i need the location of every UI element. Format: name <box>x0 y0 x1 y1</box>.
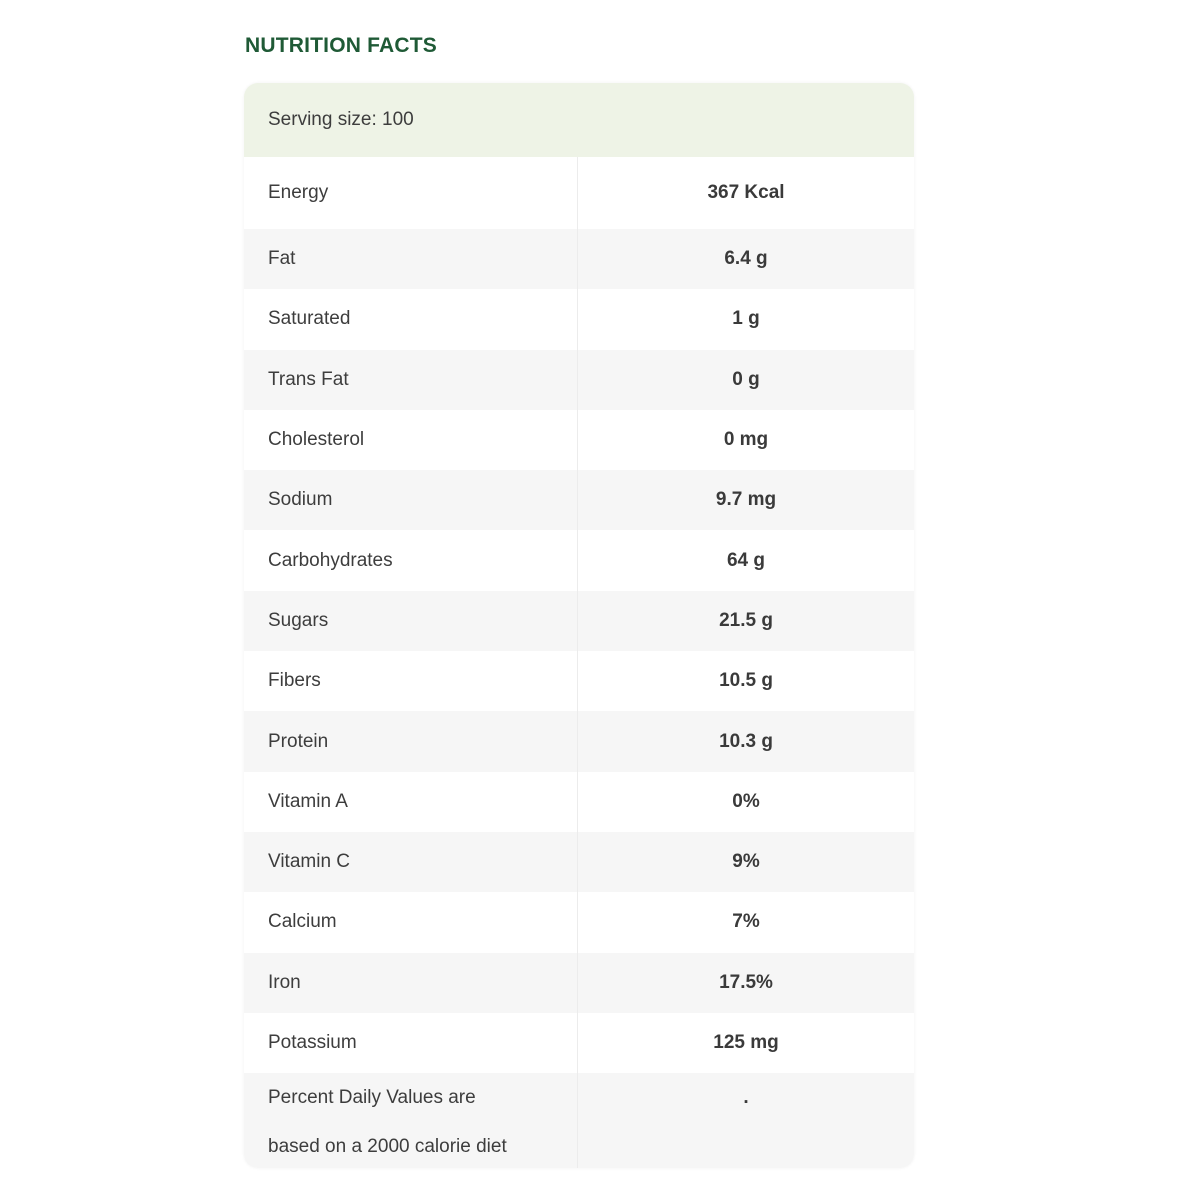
nutrient-value: 6.4 g <box>724 248 768 270</box>
nutrition-table <box>244 157 914 1168</box>
nutrient-label: Vitamin A <box>244 772 578 832</box>
table-row <box>244 530 914 590</box>
nutrient-label: Potassium <box>244 1013 578 1073</box>
table-row <box>244 1013 914 1073</box>
nutrient-value: 10.5 g <box>719 670 773 692</box>
nutrient-label: Fibers <box>244 651 578 711</box>
table-row <box>244 772 914 832</box>
nutrient-label: Iron <box>244 953 578 1013</box>
nutrient-value: 1 g <box>732 308 760 330</box>
nutrient-value: 9% <box>732 851 760 873</box>
nutrient-label: Sugars <box>244 591 578 651</box>
footnote-line-2: based on a 2000 calorie diet <box>268 1136 507 1158</box>
nutrient-label: Calcium <box>244 892 578 952</box>
nutrient-value: 17.5% <box>719 971 773 993</box>
nutrient-label: Energy <box>244 157 578 229</box>
nutrient-label: Carbohydrates <box>244 530 578 590</box>
table-row <box>244 157 914 229</box>
table-row <box>244 711 914 771</box>
serving-size: Serving size: 100 <box>244 83 914 157</box>
table-row <box>244 350 914 410</box>
table-row <box>244 470 914 530</box>
table-row <box>244 832 914 892</box>
footnote-text <box>244 1073 578 1168</box>
table-row <box>244 892 914 952</box>
footnote-value: . <box>743 1087 749 1109</box>
nutrient-label: Sodium <box>244 470 578 530</box>
table-row <box>244 591 914 651</box>
nutrition-table-card <box>244 83 914 1168</box>
nutrient-value: 7% <box>732 911 760 933</box>
table-row <box>244 229 914 289</box>
table-row <box>244 289 914 349</box>
nutrient-label: Saturated <box>244 289 578 349</box>
nutrient-value: 0% <box>732 790 760 812</box>
nutrient-value: 0 g <box>732 368 760 390</box>
nutrient-value: 125 mg <box>713 1032 779 1053</box>
nutrient-label: Trans Fat <box>244 350 578 410</box>
footnote-row <box>244 1073 914 1168</box>
nutrient-value: 367 Kcal <box>707 182 785 203</box>
nutrient-value: 21.5 g <box>719 609 773 631</box>
table-row <box>244 953 914 1013</box>
nutrient-label: Protein <box>244 711 578 771</box>
nutrient-label: Fat <box>244 229 578 289</box>
page-title: NUTRITION FACTS <box>245 34 437 57</box>
table-row <box>244 651 914 711</box>
nutrient-label: Vitamin C <box>244 832 578 892</box>
nutrient-value: 10.3 g <box>719 730 773 752</box>
footnote-line-1: Percent Daily Values are <box>268 1087 476 1109</box>
nutrient-value: 9.7 mg <box>715 489 777 511</box>
nutrient-value: 0 mg <box>723 429 769 451</box>
table-row <box>244 410 914 470</box>
nutrient-label: Cholesterol <box>244 410 578 470</box>
nutrient-value: 64 g <box>726 549 766 571</box>
